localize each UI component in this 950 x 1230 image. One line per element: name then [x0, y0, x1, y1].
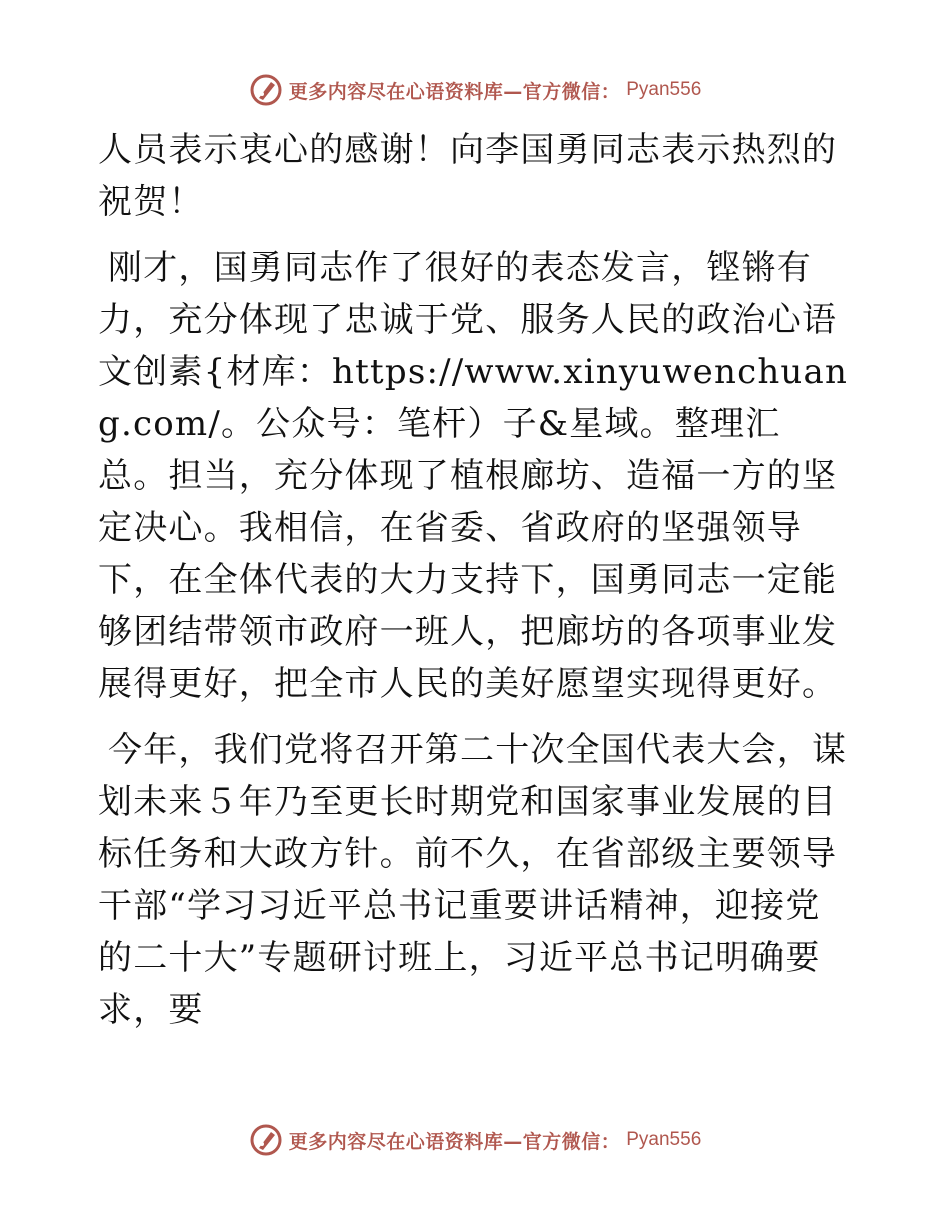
- paragraph-1: 人员表示衷心的感谢！向李国勇同志表示热烈的祝贺！: [98, 130, 838, 222]
- watermark-text: 更多内容尽在心语资料库—官方微信：: [288, 80, 621, 103]
- watermark-text: 更多内容尽在心语资料库—官方微信：: [288, 1130, 621, 1153]
- paragraph-2: 刚才，国勇同志作了很好的表态发言，铿锵有力，充分体现了忠诚于党、服务人民的政治心语文创素{材库：https://www.xinyuwenchuang.com/。公众号：笔杆）子&星域。整理汇总。担当，充分体现了植根廊坊、造福一方的坚定决心。我相信，在省委、省政府的坚强领导下，在全体代表的大力支持下，国勇同志一定能够团结带领市政府一班人，把廊坊的各项事业发展得更好，把全市人民的美好愿望实现得更好。: [98, 248, 849, 704]
- pen-logo-icon: [249, 1123, 283, 1157]
- document-body: [98, 124, 850, 1050]
- watermark-wechat-id: Pyan556: [626, 79, 702, 100]
- header-watermark: [0, 70, 950, 110]
- watermark-wechat-id: Pyan556: [626, 1129, 702, 1150]
- pen-logo-icon: [249, 73, 283, 107]
- paragraph-3: 今年，我们党将召开第二十次全国代表大会，谋划未来５年乃至更长时期党和国家事业发展的目标任务和大政方针。前不久，在省部级主要领导干部“学习习近平总书记重要讲话精神，迎接党的二十大”专题研讨班上，习近平总书记明确要求，要: [98, 730, 848, 1030]
- footer-watermark: [0, 1120, 950, 1160]
